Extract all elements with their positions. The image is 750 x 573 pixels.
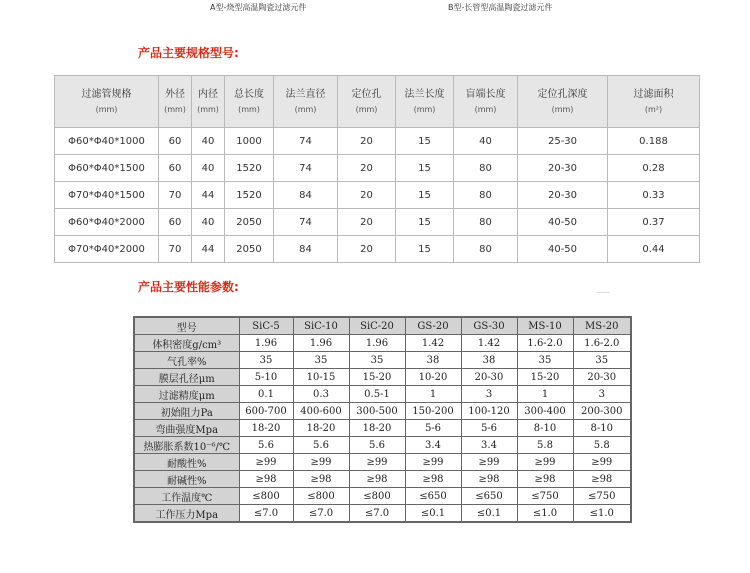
- spec-header-label: 总长度: [234, 88, 264, 100]
- spec-value-cell: 0.33: [608, 182, 700, 209]
- spec-header-unit: (mm): [413, 104, 436, 114]
- perf-value-cell: ≥99: [349, 454, 405, 471]
- spec-value-cell: 74: [274, 128, 338, 155]
- spec-header-cell: [454, 76, 518, 128]
- perf-property-label: 工作压力Mpa: [134, 505, 239, 523]
- spec-header-label: 盲端长度: [465, 88, 506, 100]
- perf-value-cell: 8-10: [517, 420, 573, 437]
- perf-value-cell: 35: [517, 352, 573, 369]
- perf-value-cell: ≥99: [405, 454, 461, 471]
- perf-grade-header: GS-30: [461, 317, 517, 335]
- spec-value-cell: 15: [396, 209, 454, 236]
- spec-header-label: 外径: [165, 88, 185, 100]
- spec-value-cell: 44: [192, 236, 225, 263]
- spec-value-cell: 40: [454, 128, 518, 155]
- spec-value-cell: 0.188: [608, 128, 700, 155]
- table-row: [55, 182, 700, 209]
- spec-value-cell: 2050: [225, 209, 274, 236]
- perf-value-cell: 3: [461, 386, 517, 403]
- table-row: [134, 352, 631, 369]
- perf-value-cell: 3: [573, 386, 631, 403]
- perf-value-cell: ≤650: [405, 488, 461, 505]
- perf-value-cell: ≥99: [293, 454, 349, 471]
- table-row: [134, 488, 631, 505]
- perf-value-cell: ≤7.0: [293, 505, 349, 523]
- spec-header-label: 法兰直径: [285, 88, 326, 100]
- perf-value-cell: 3.4: [461, 437, 517, 454]
- perf-value-cell: 5.8: [573, 437, 631, 454]
- perf-value-cell: 300-400: [517, 403, 573, 420]
- spec-value-cell: 80: [454, 182, 518, 209]
- spec-header-unit: (mm): [164, 104, 186, 114]
- perf-value-cell: ≤800: [293, 488, 349, 505]
- perf-value-cell: 1: [517, 386, 573, 403]
- spec-value-cell: 80: [454, 209, 518, 236]
- spec-header-unit: (mm): [197, 104, 219, 114]
- spec-value-cell: 0.44: [608, 236, 700, 263]
- spec-header-cell: [274, 76, 338, 128]
- perf-property-label: 初始阻力Pa: [134, 403, 239, 420]
- perf-value-cell: ≤800: [239, 488, 293, 505]
- perf-value-cell: 10-15: [293, 369, 349, 386]
- perf-value-cell: ≥98: [517, 471, 573, 488]
- table-row: [134, 437, 631, 454]
- perf-property-label: 体积密度g/cm³: [134, 335, 239, 352]
- spec-value-cell: 20: [338, 182, 396, 209]
- spec-value-cell: 80: [454, 155, 518, 182]
- perf-value-cell: 38: [461, 352, 517, 369]
- perf-value-cell: 100-120: [461, 403, 517, 420]
- spec-table: [54, 75, 700, 263]
- perf-grade-header: SiC-20: [349, 317, 405, 335]
- spec-value-cell: 20: [338, 236, 396, 263]
- perf-value-cell: 20-30: [573, 369, 631, 386]
- perf-grade-header: SiC-5: [239, 317, 293, 335]
- spec-model-cell: Φ60*Φ40*1500: [55, 155, 159, 182]
- spec-header-label: 定位孔: [351, 88, 382, 100]
- spec-value-cell: 20-30: [518, 155, 608, 182]
- spec-model-cell: Φ60*Φ40*2000: [55, 209, 159, 236]
- perf-value-cell: ≥99: [517, 454, 573, 471]
- perf-value-cell: 5.6: [293, 437, 349, 454]
- spec-header-cell: [192, 76, 225, 128]
- perf-value-cell: ≤750: [573, 488, 631, 505]
- table-row: [134, 471, 631, 488]
- perf-value-cell: 15-20: [517, 369, 573, 386]
- perf-value-cell: 1.6-2.0: [517, 335, 573, 352]
- table-row: [134, 454, 631, 471]
- perf-value-cell: 18-20: [239, 420, 293, 437]
- perf-value-cell: 200-300: [573, 403, 631, 420]
- spec-section-title: 产品主要规格型号:: [138, 46, 239, 60]
- spec-model-cell: Φ60*Φ40*1000: [55, 128, 159, 155]
- spec-value-cell: 44: [192, 182, 225, 209]
- spec-value-cell: 60: [159, 155, 192, 182]
- perf-property-label: 气孔率%: [134, 352, 239, 369]
- perf-property-label: 耐酸性%: [134, 454, 239, 471]
- perf-value-cell: 1: [405, 386, 461, 403]
- table-row: [55, 209, 700, 236]
- spec-header-label: 内径: [198, 88, 218, 100]
- perf-value-cell: ≤750: [517, 488, 573, 505]
- spec-value-cell: 84: [274, 182, 338, 209]
- spec-value-cell: 25-30: [518, 128, 608, 155]
- perf-value-cell: 15-20: [349, 369, 405, 386]
- perf-value-cell: ≤7.0: [239, 505, 293, 523]
- spec-header-cell: [159, 76, 192, 128]
- spec-header-cell: [608, 76, 700, 128]
- perf-value-cell: ≤7.0: [349, 505, 405, 523]
- perf-value-cell: 300-500: [349, 403, 405, 420]
- table-row: [134, 335, 631, 352]
- spec-value-cell: 84: [274, 236, 338, 263]
- perf-header-row: [134, 317, 631, 335]
- table-row: [55, 128, 700, 155]
- perf-value-cell: 150-200: [405, 403, 461, 420]
- perf-value-cell: 3.4: [405, 437, 461, 454]
- performance-table: [133, 316, 632, 523]
- spec-header-unit: (mm): [95, 104, 118, 114]
- spec-value-cell: 20: [338, 155, 396, 182]
- spec-value-cell: 40: [192, 128, 225, 155]
- perf-value-cell: ≥98: [293, 471, 349, 488]
- spec-value-cell: 0.37: [608, 209, 700, 236]
- caption-type-a: A型-烧型高温陶瓷过滤元件: [210, 3, 307, 12]
- perf-value-cell: ≤1.0: [573, 505, 631, 523]
- spec-header-row: [55, 76, 700, 128]
- perf-value-cell: 400-600: [293, 403, 349, 420]
- spec-header-label: 过滤面积: [633, 88, 674, 100]
- perf-value-cell: ≤0.1: [405, 505, 461, 523]
- perf-property-label: 弯曲强度Mpa: [134, 420, 239, 437]
- spec-header-label: 定位孔深度: [537, 88, 588, 100]
- perf-value-cell: 5-6: [405, 420, 461, 437]
- spec-header-cell: [518, 76, 608, 128]
- spec-value-cell: 1520: [225, 155, 274, 182]
- perf-value-cell: 1.96: [293, 335, 349, 352]
- spec-header-unit: (mm): [238, 104, 260, 114]
- spec-value-cell: 70: [159, 236, 192, 263]
- table-row: [55, 236, 700, 263]
- perf-value-cell: 20-30: [461, 369, 517, 386]
- caption-type-b: B型-长管型高温陶瓷过滤元件: [448, 3, 553, 12]
- perf-value-cell: 35: [293, 352, 349, 369]
- table-row: [134, 420, 631, 437]
- perf-value-cell: ≥99: [461, 454, 517, 471]
- perf-property-label: 膜层孔径μm: [134, 369, 239, 386]
- spec-header-cell: [55, 76, 159, 128]
- spec-model-cell: Φ70*Φ40*2000: [55, 236, 159, 263]
- spec-value-cell: 0.28: [608, 155, 700, 182]
- spec-value-cell: 60: [159, 128, 192, 155]
- perf-value-cell: 35: [239, 352, 293, 369]
- table-row: [134, 386, 631, 403]
- perf-value-cell: ≥98: [405, 471, 461, 488]
- spec-value-cell: 15: [396, 128, 454, 155]
- perf-value-cell: ≥98: [349, 471, 405, 488]
- perf-value-cell: ≥99: [239, 454, 293, 471]
- spec-value-cell: 40-50: [518, 209, 608, 236]
- spec-value-cell: 80: [454, 236, 518, 263]
- spec-header-unit: (mm): [294, 104, 317, 114]
- spec-value-cell: 70: [159, 182, 192, 209]
- spec-value-cell: 74: [274, 155, 338, 182]
- table-row: [134, 369, 631, 386]
- spec-value-cell: 40-50: [518, 236, 608, 263]
- spec-model-cell: Φ70*Φ40*1500: [55, 182, 159, 209]
- spec-value-cell: 40: [192, 155, 225, 182]
- perf-value-cell: 5.6: [349, 437, 405, 454]
- perf-value-cell: ≥99: [573, 454, 631, 471]
- perf-grade-header: MS-20: [573, 317, 631, 335]
- spec-value-cell: 2050: [225, 236, 274, 263]
- perf-value-cell: 5.8: [517, 437, 573, 454]
- spec-value-cell: 1520: [225, 182, 274, 209]
- perf-value-cell: 1.42: [405, 335, 461, 352]
- perf-value-cell: 5.6: [239, 437, 293, 454]
- perf-value-cell: 5-6: [461, 420, 517, 437]
- table-row: [134, 403, 631, 420]
- spec-header-cell: [338, 76, 396, 128]
- perf-grade-header: MS-10: [517, 317, 573, 335]
- table-row: [55, 155, 700, 182]
- perf-value-cell: ≥98: [573, 471, 631, 488]
- perf-grade-header: SiC-10: [293, 317, 349, 335]
- perf-property-label: 过滤精度μm: [134, 386, 239, 403]
- spec-value-cell: 1000: [225, 128, 274, 155]
- spec-value-cell: 60: [159, 209, 192, 236]
- spec-value-cell: 15: [396, 182, 454, 209]
- perf-value-cell: 1.42: [461, 335, 517, 352]
- perf-value-cell: 1.96: [349, 335, 405, 352]
- perf-property-label: 热膨胀系数10⁻⁶/℃: [134, 437, 239, 454]
- perf-value-cell: ≥98: [461, 471, 517, 488]
- spec-value-cell: 15: [396, 155, 454, 182]
- perf-value-cell: ≥98: [239, 471, 293, 488]
- spec-header-unit: (mm): [355, 104, 378, 114]
- spec-header-cell: [396, 76, 454, 128]
- spec-header-unit: (mm): [474, 104, 497, 114]
- spec-header-label: 过滤管规格: [81, 88, 132, 100]
- perf-value-cell: 18-20: [293, 420, 349, 437]
- spec-value-cell: 15: [396, 236, 454, 263]
- perf-value-cell: 1.96: [239, 335, 293, 352]
- perf-value-cell: 38: [405, 352, 461, 369]
- perf-value-cell: ≤1.0: [517, 505, 573, 523]
- perf-property-label: 耐碱性%: [134, 471, 239, 488]
- perf-value-cell: ≤650: [461, 488, 517, 505]
- perf-section-title: 产品主要性能参数:: [138, 280, 239, 294]
- perf-value-cell: 0.3: [293, 386, 349, 403]
- perf-value-cell: 35: [349, 352, 405, 369]
- spec-header-unit: (m²): [644, 104, 663, 114]
- perf-value-cell: 18-20: [349, 420, 405, 437]
- spec-value-cell: 20: [338, 209, 396, 236]
- perf-value-cell: ≤800: [349, 488, 405, 505]
- perf-grade-header: GS-20: [405, 317, 461, 335]
- table-row: [134, 505, 631, 523]
- spec-header-cell: [225, 76, 274, 128]
- spec-header-label: 法兰长度: [404, 88, 445, 100]
- perf-value-cell: 8-10: [573, 420, 631, 437]
- perf-header-label: 型号: [134, 317, 239, 335]
- spec-value-cell: 20: [338, 128, 396, 155]
- spec-value-cell: 20-30: [518, 182, 608, 209]
- spec-value-cell: 40: [192, 209, 225, 236]
- perf-value-cell: 600-700: [239, 403, 293, 420]
- spec-header-unit: (mm): [551, 104, 574, 114]
- perf-value-cell: ≤0.1: [461, 505, 517, 523]
- perf-property-label: 工作温度℃: [134, 488, 239, 505]
- perf-value-cell: 1.6-2.0: [573, 335, 631, 352]
- perf-value-cell: 0.1: [239, 386, 293, 403]
- perf-value-cell: 10-20: [405, 369, 461, 386]
- perf-value-cell: 35: [573, 352, 631, 369]
- divider: [596, 292, 610, 293]
- perf-value-cell: 5-10: [239, 369, 293, 386]
- spec-value-cell: 74: [274, 209, 338, 236]
- perf-value-cell: 0.5-1: [349, 386, 405, 403]
